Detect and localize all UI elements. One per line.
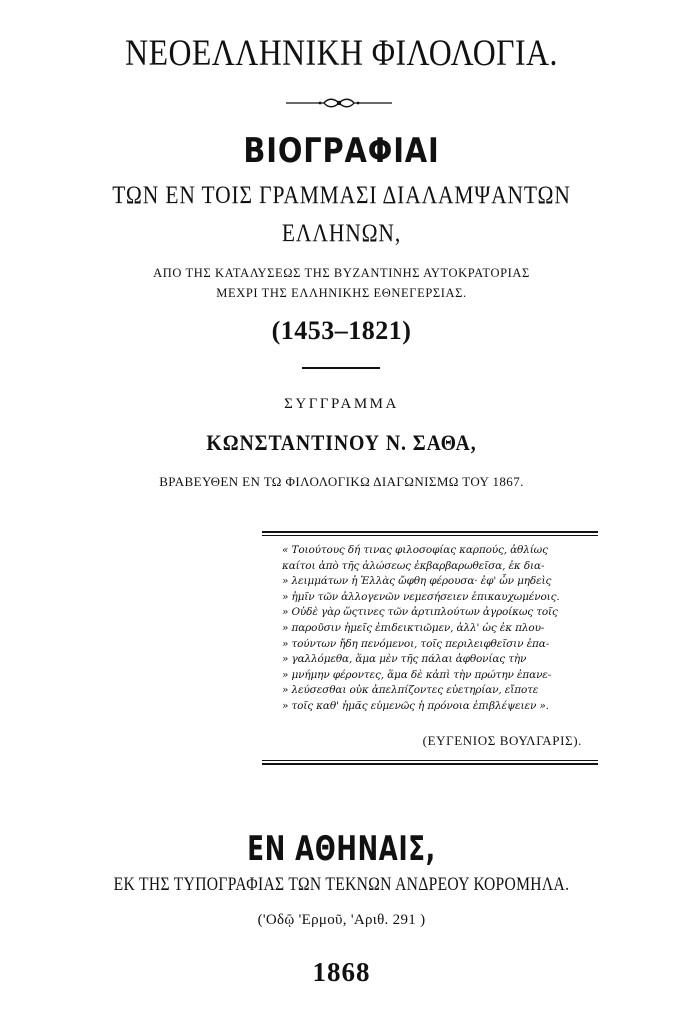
epigraph-line: » λειμμάτων ἡ Ἑλλὰς ὤφθη φέρουσα· ἐφ' ὧν μηδεὶς	[282, 575, 552, 588]
epigraph-line: « Τοιούτους δή τινας φιλοσοφίας καρπούς, ἀθλίως	[282, 544, 548, 556]
epigraph-line: » τούντων ἤδη πενόμενοι, τοῖς περιλειφθεῖσιν ἐπα-	[282, 637, 550, 650]
epigraph-top-rule	[262, 531, 598, 533]
epigraph-line: » γαλλόμεθα, ἅμα μὲν τῆς πάλαι ἀφθονίας τὴν	[282, 653, 527, 666]
dates: (1453–1821)	[271, 316, 412, 345]
author: ΚΩΝΣΤΑΝΤΙΝΟΥ Ν. ΣΑΘΑ,	[206, 430, 477, 455]
epigraph-line: » Οὐδὲ γὰρ ὥςτινες τῶν ἀρτιπλούτων ἀγροίκως τοῖς	[282, 606, 558, 619]
epigraph-line: » μνήμην φέροντες, ἅμα δὲ κἀπὶ τὴν πρώτην ἐπανε-	[282, 668, 552, 681]
imprint-place: ΕΝ ΑΘΗΝΑΙΣ,	[247, 829, 436, 869]
period-line-2: ΜΕΧΡΙ ΤΗΣ ΕΛΛΗΝΙΚΗΣ ΕΘΝΕΓΕΡΣΙΑΣ.	[216, 286, 467, 300]
epigraph-line: » ἡμῖν τῶν ἀλλογενῶν νεμεσήσειεν ἐπικαυχωμένοις.	[282, 590, 560, 603]
imprint-year: 1868	[312, 957, 371, 987]
imprint-address: ('Οδῷ 'Ερμοῦ, 'Αριθ. 291 )	[257, 912, 426, 928]
epigraph-bottom-rule	[262, 763, 598, 765]
main-title: ΝΕΟΕΛΛΗΝΙΚΗ ΦΙΛΟΛΟΓΙΑ.	[125, 33, 558, 74]
epigraph-bottom-rule-thin	[262, 760, 598, 761]
subtitle-line-3: ΕΛΛΗΝΩΝ,	[281, 220, 402, 247]
divider-rule	[302, 367, 380, 369]
epigraph	[282, 543, 598, 715]
epigraph-line: » λεύσεσθαι οὐκ ἀπελπίζοντες εὐετηρίαν, εἴποτε	[282, 684, 539, 697]
epigraph-top-rule-thin	[262, 535, 598, 536]
epigraph-attribution: (ΕΥΓΕΝΙΟΣ ΒΟΥΛΓΑΡΙΣ).	[422, 733, 582, 748]
epigraph-line: καίτοι ἀπὸ τῆς ἁλώσεως ἐκβαρβαρωθεῖσα, ἐκ δια-	[282, 559, 545, 572]
subtitle-line-2: ΤΩΝ ΕΝ ΤΟΙΣ ΓΡΑΜΜΑΣΙ ΔΙΑΛΑΜΨΑΝΤΩΝ	[112, 182, 571, 209]
epigraph-line: » τοῖς καθ' ἡμᾶς εὐμενῶς ἡ πρόνοια ἐπιβλέψειεν ».	[282, 699, 549, 712]
printer-ornament-icon	[284, 96, 394, 110]
epigraph-line: » παροῦσιν ἡμεῖς ἐπιδεικτιῶμεν, ἀλλ' ὡς ἐκ πλου-	[282, 621, 545, 634]
period-line-1: ΑΠΟ ΤΗΣ ΚΑΤΑΛΥΣΕΩΣ ΤΗΣ ΒΥΖΑΝΤΙΝΗΣ ΑΥΤΟΚΡΑΤΟΡΙΑΣ	[153, 266, 530, 280]
work-label: ΣΥΓΓΡΑΜΜΑ	[284, 396, 399, 412]
award: ΒΡΑΒΕΥΘΕΝ ΕΝ ΤΩ ΦΙΛΟΛΟΓΙΚΩ ΔΙΑΓΩΝΙΣΜΩ ΤΟΥ 1867.	[159, 474, 524, 489]
subtitle: ΒΙΟΓΡΑΦΙΑΙ	[243, 131, 440, 171]
imprint-printer: ΕΚ ΤΗΣ ΤΥΠΟΓΡΑΦΙΑΣ ΤΩΝ ΤΕΚΝΩΝ ΑΝΔΡΕΟΥ ΚΟΡΟΜΗΛΑ.	[113, 874, 570, 895]
